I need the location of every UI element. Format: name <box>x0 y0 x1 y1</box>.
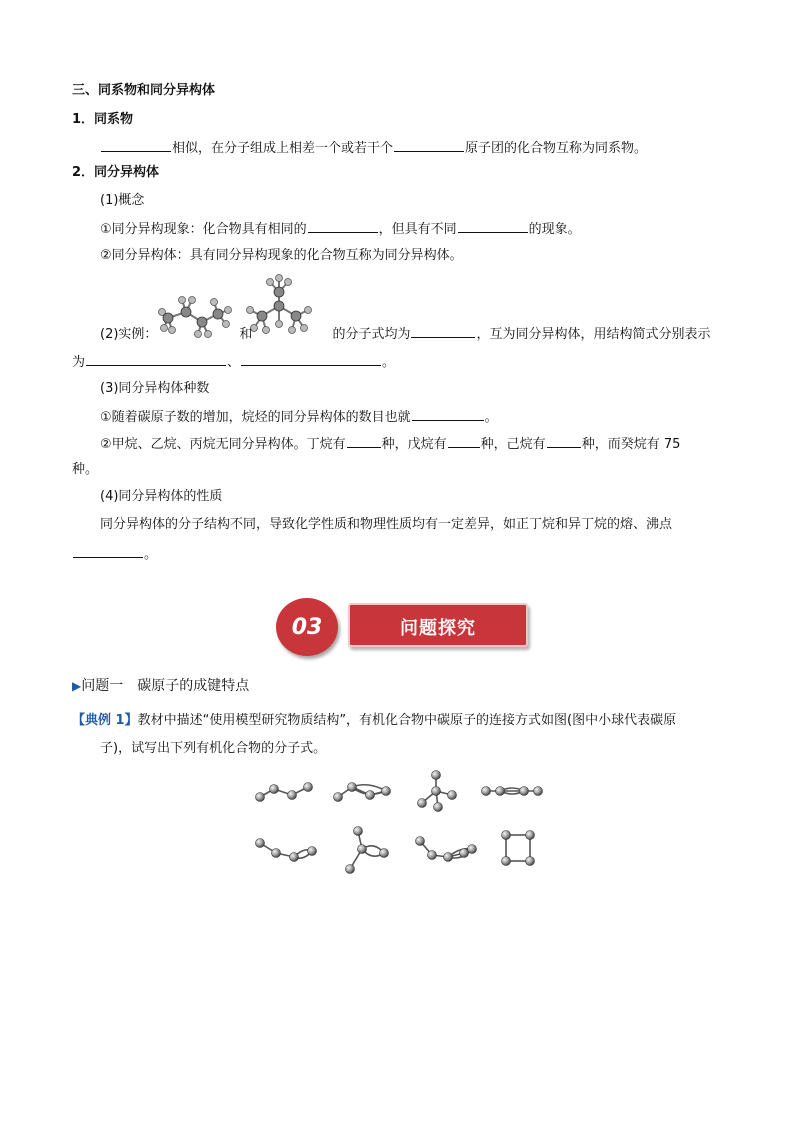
answer-blank[interactable] <box>347 434 381 448</box>
answer-blank[interactable] <box>411 324 475 338</box>
example-question-cont: 子)，试写出下列有机化合物的分子式。 <box>100 741 327 756</box>
answer-blank[interactable] <box>412 407 484 421</box>
count-line-2: ②甲烷、乙烷、丙烷无同分异构体。丁烷有 种，戊烷有 种，己烷有 种，而癸烷有 75 <box>100 434 680 454</box>
example-line-2: 为 、 。 <box>72 352 395 372</box>
answer-blank[interactable] <box>394 138 464 152</box>
badge-title: 问题探究 <box>400 618 476 639</box>
count-title: (3)同分异构体种数 <box>100 381 210 396</box>
example-question: 【典例 1】教材中描述“使用模型研究物质结构”，有机化合物中碳原子的连接方式如图(图中小球代表碳原 <box>72 713 677 728</box>
answer-blank[interactable] <box>308 219 378 233</box>
example-tag: 【典例 1】 <box>72 713 138 728</box>
badge-number: 03 <box>291 615 323 640</box>
badge-bar <box>348 603 528 647</box>
answer-blank[interactable] <box>73 544 143 558</box>
property-title: (4)同分异构体的性质 <box>100 489 223 504</box>
triangle-marker-icon: ▶ <box>72 679 82 693</box>
count-line-2-end: 种。 <box>72 462 99 477</box>
carbon-skeleton-models <box>250 765 550 877</box>
answer-blank[interactable] <box>86 352 226 366</box>
answer-blank[interactable] <box>458 219 528 233</box>
subheading-homolog: 1．同系物 <box>72 112 134 127</box>
property-text-end: 。 <box>72 544 157 564</box>
homolog-definition: 相似，在分子组成上相差一个或若干个 原子团的化合物互称为同系物。 <box>100 138 647 158</box>
answer-blank[interactable] <box>101 138 171 152</box>
count-line-1: ①随着碳原子数的增加，烷烃的同分异构体的数目也就 。 <box>100 407 498 427</box>
concept-title: (1)概念 <box>100 193 145 208</box>
example-line: (2)实例： 和 的分子式均为 ，互为同分异构体，用结构简式分别表示 <box>100 324 710 344</box>
property-text: 同分异构体的分子结构不同，导致化学性质和物理性质均有一定差异，如正丁烷和异丁烷的熔、沸点 <box>100 517 673 532</box>
answer-blank[interactable] <box>547 434 581 448</box>
answer-blank[interactable] <box>448 434 480 448</box>
section-badge <box>276 596 528 658</box>
badge-circle <box>276 598 338 656</box>
answer-blank[interactable] <box>241 352 381 366</box>
problem-heading: ▶问题一 碳原子的成键特点 <box>72 678 250 694</box>
section-heading: 三、同系物和同分异构体 <box>72 83 216 98</box>
subheading-isomer: 2．同分异构体 <box>72 165 160 180</box>
isomer-definition: ②同分异构体：具有同分异构现象的化合物互称为同分异构体。 <box>100 248 463 263</box>
isomerism-definition: ①同分异构现象：化合物具有相同的 ，但具有不同 的现象。 <box>100 219 581 239</box>
